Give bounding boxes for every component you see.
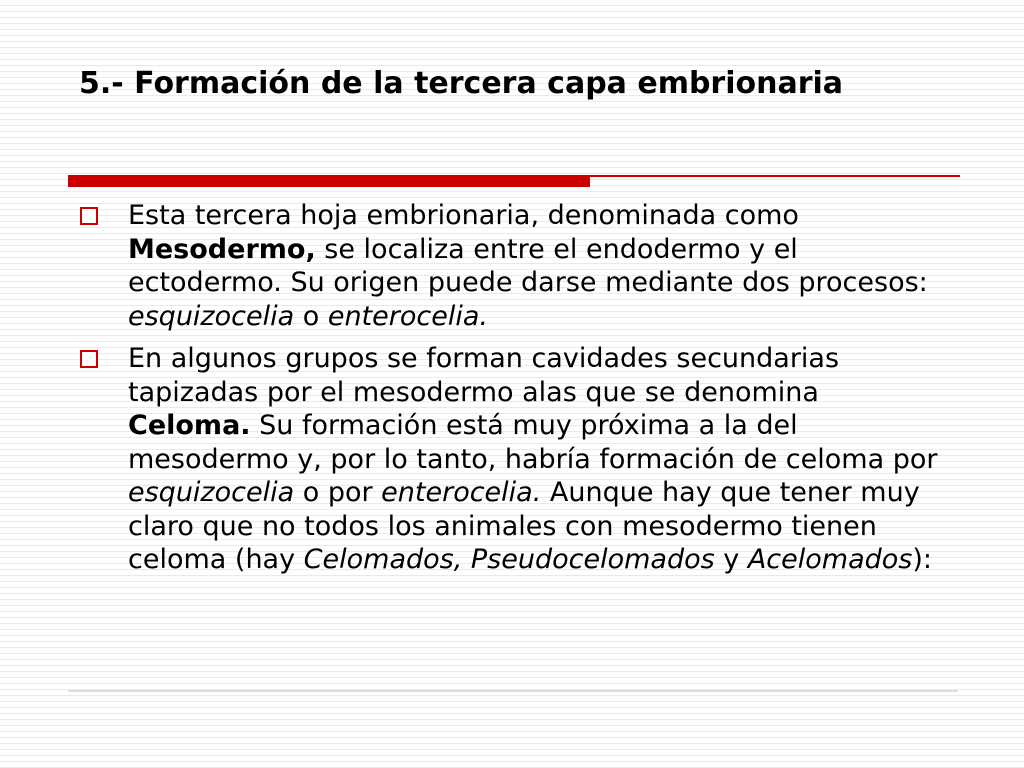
bullet-text-segment: y bbox=[714, 544, 748, 575]
term-esquizocelia: esquizocelia bbox=[128, 300, 295, 332]
bullet-text-segment: o bbox=[294, 300, 328, 332]
hollow-square-bullet-icon bbox=[80, 207, 98, 225]
bullet-text-segment: Aunque hay que tener muy claro que no todos los animales con mesodermo tienen celoma (hay bbox=[128, 477, 920, 575]
title-underline-thin-line bbox=[590, 175, 960, 177]
bullet-text-segment: Su formación está muy próxima a la del mesodermo y, por lo tanto, habría formación de celoma por bbox=[128, 410, 938, 475]
slide-title: 5.- Formación de la tercera capa embrionaria bbox=[79, 66, 844, 101]
term-mesodermo: Mesodermo, bbox=[128, 233, 316, 265]
bullet-item-mesodermo bbox=[80, 199, 950, 333]
bullet-item-celoma bbox=[80, 342, 950, 577]
bullet-text-segment: En algunos grupos se forman cavidades secundarias tapizadas por el mesodermo alas que se denomina bbox=[128, 343, 840, 408]
bullet-text-segment: Esta tercera hoja embrionaria, denominada como bbox=[128, 200, 799, 231]
term-enterocelia: enterocelia. bbox=[327, 300, 488, 332]
term-enterocelia: enterocelia. bbox=[381, 477, 542, 508]
term-celomados-pseudocelomados: Celomados, Pseudocelomados bbox=[303, 544, 715, 575]
term-esquizocelia: esquizocelia bbox=[128, 477, 295, 508]
bullet-text-segment: o por bbox=[294, 477, 382, 508]
hollow-square-bullet-icon bbox=[80, 350, 98, 368]
term-celoma: Celoma. bbox=[128, 410, 251, 441]
bullet-text-segment: se localiza entre el endodermo y el ectodermo. Su origen puede darse mediante dos procesos: bbox=[128, 233, 928, 298]
term-acelomados: Acelomados bbox=[747, 544, 913, 575]
bullet-text-segment: ): bbox=[912, 544, 932, 575]
footer-divider-line bbox=[68, 690, 958, 692]
title-underline-red-bar bbox=[68, 175, 590, 187]
bullet-list bbox=[80, 199, 950, 586]
